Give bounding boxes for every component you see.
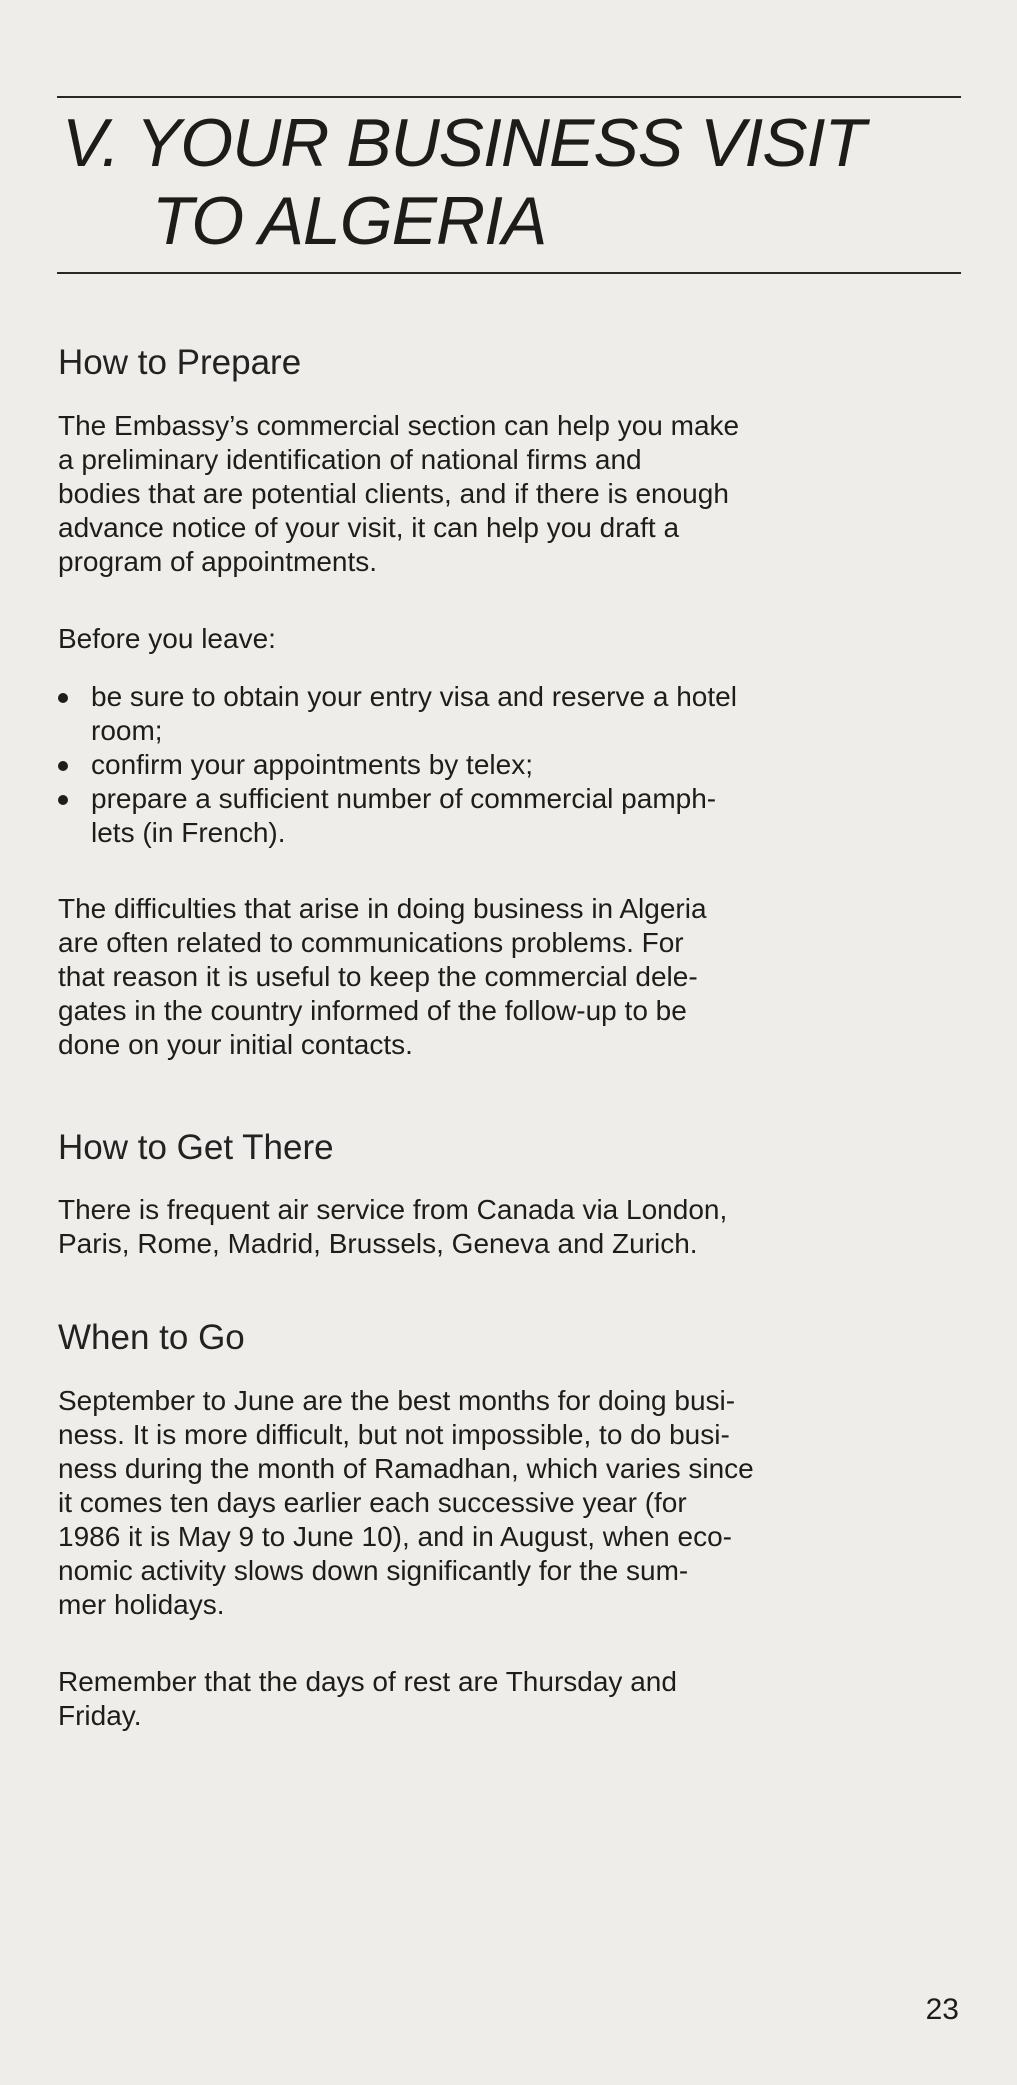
bullet-icon (58, 761, 68, 771)
text-line: bodies that are potential clients, and if there is enough (58, 478, 729, 509)
text-line: The Embassy’s commercial section can help you make (58, 410, 740, 441)
text-line: done on your initial contacts. (58, 1029, 413, 1060)
text-line: advance notice of your visit, it can help you draft a (58, 512, 680, 543)
title-line-2: TO ALGERIA (152, 183, 547, 259)
text-line: Paris, Rome, Madrid, Brussels, Geneva and Zurich. (58, 1228, 698, 1259)
title-bottom-rule (57, 272, 961, 274)
list-item: confirm your appointments by telex; (58, 748, 968, 782)
when-paragraph-1 (58, 1384, 968, 1622)
page-number: 23 (925, 1993, 959, 2026)
title-top-rule (57, 96, 961, 98)
text-line: it comes ten days earlier each successive year (for (58, 1487, 687, 1518)
when-paragraph-2 (58, 1665, 968, 1733)
before-you-leave-list (58, 680, 968, 850)
text-line: 1986 it is May 9 to June 10), and in August, when eco- (58, 1521, 732, 1552)
text-line: Remember that the days of rest are Thursday and (58, 1666, 677, 1697)
list-item: be sure to obtain your entry visa and reserve a hotel room; (58, 680, 968, 748)
text-line: The difficulties that arise in doing business in Algeria (58, 893, 707, 924)
bullet-icon (58, 693, 68, 703)
bullet-icon (58, 795, 68, 805)
text-line: mer holidays. (58, 1589, 225, 1620)
text-line: are often related to communications problems. For (58, 927, 684, 958)
heading-when-to-go: When to Go (58, 1318, 245, 1357)
title-line-1: V. YOUR BUSINESS VISIT (62, 105, 866, 181)
text-line: nomic activity slows down significantly for the sum- (58, 1555, 689, 1586)
text-line: There is frequent air service from Canada via London, (58, 1194, 728, 1225)
prepare-paragraph-2 (58, 892, 968, 1062)
text-line: program of appointments. (58, 546, 378, 577)
text-line: September to June are the best months for doing busi- (58, 1385, 736, 1416)
text-line: a preliminary identification of national firms and (58, 444, 642, 475)
text-line: ness. It is more difficult, but not impossible, to do busi- (58, 1419, 730, 1450)
text-line: Friday. (58, 1700, 142, 1731)
prepare-paragraph-1 (58, 409, 968, 579)
text-line: ness during the month of Ramadhan, which varies since (58, 1453, 754, 1484)
page-title (62, 104, 962, 260)
before-you-leave-label: Before you leave: (58, 623, 276, 654)
heading-how-to-prepare: How to Prepare (58, 343, 302, 382)
list-item: prepare a sufficient number of commercial pamph- lets (in French). (58, 782, 968, 850)
text-line: that reason it is useful to keep the commercial dele- (58, 961, 698, 992)
get-there-paragraph (58, 1193, 968, 1261)
text-line: gates in the country informed of the follow-up to be (58, 995, 687, 1026)
heading-how-to-get-there: How to Get There (58, 1128, 334, 1167)
